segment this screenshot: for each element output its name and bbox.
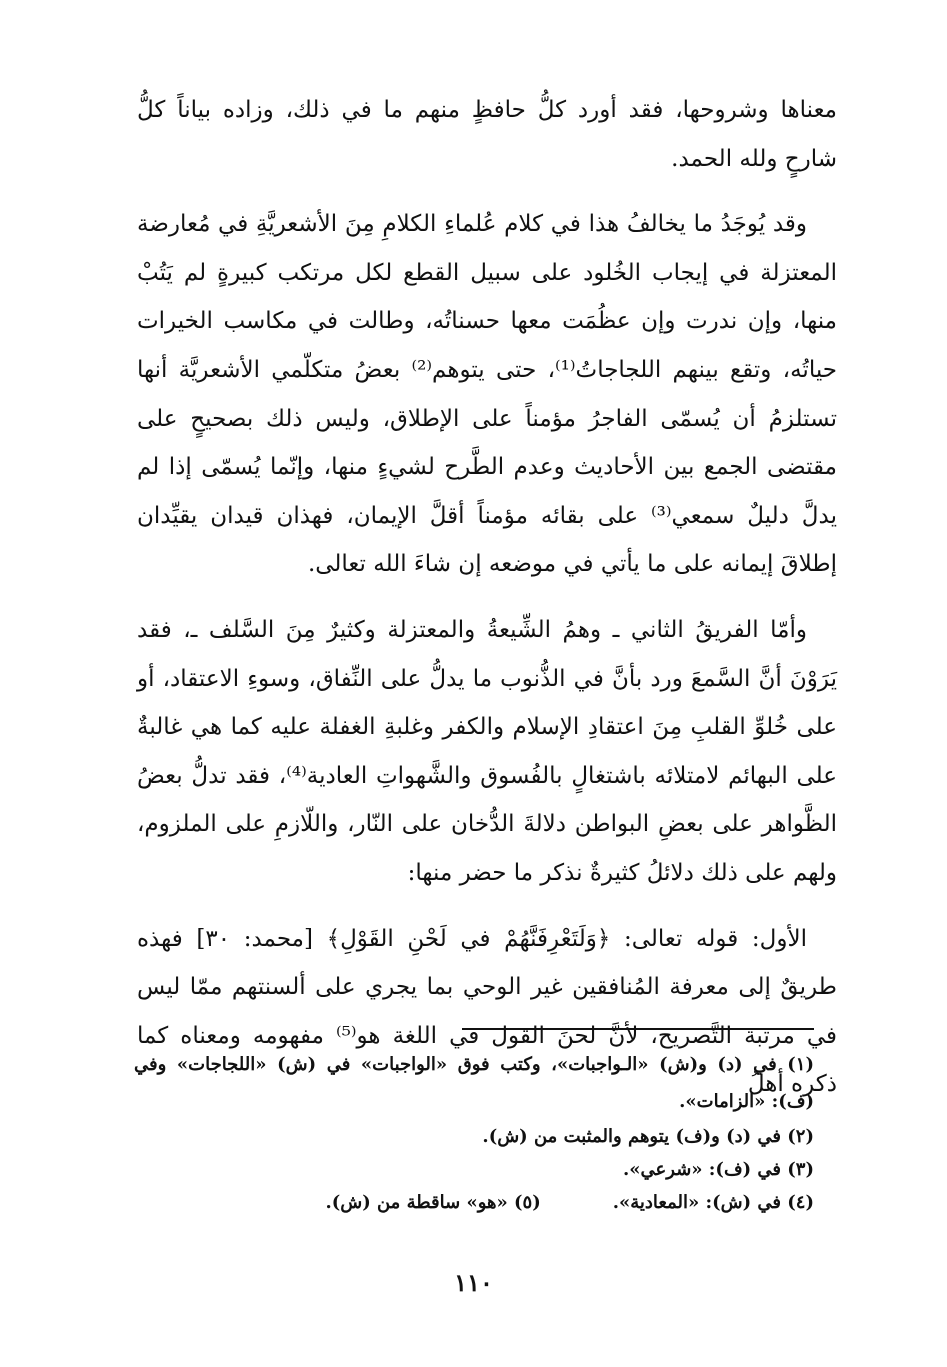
- footnote-2: (٢) في (د) و(ف) يتوهم والمثبت من (ش).: [482, 1126, 814, 1147]
- paragraph-2: وقد يُوجَدُ ما يخالفُ هذا في كلام عُلماءِ الكلامِ مِنَ الأشعريَّةِ في مُعارضة المعتزلة في إيجاب الخُلود على سبيل القطع لكل مرتكب كبيرةٍ لم يَتُبْ منها، وإن ندرت وإن عظُمَت معها حسناتُه، وطالت في مكاسب الخيرات حياتُه، وتقع بينهم اللجاجاتُ⁽¹⁾، حتى يتوهم⁽²⁾ بعضُ متكلّمي الأشعريَّة أنها تستلزمُ أن يُسمّى الفاجرُ مؤمناً على الإطلاق، وليس ذلك بصحيحٍ على مقتضى الجمع بين الأحاديث وعدم الطَّرح لشيءٍ منها، وإنّما يُسمّى إذا لم يدلَّ دليلٌ سمعي⁽³⁾ على بقائه مؤمناً أقلَّ الإيمان، فهذان قيدان يقيِّدان إطلاقَ إيمانه على ما يأتي في موضعه إن شاءَ الله تعالى.: [137, 211, 838, 578]
- page-number: ١١٠: [454, 1268, 493, 1297]
- footnote-divider: [462, 1028, 814, 1030]
- footnote-row: [134, 1186, 814, 1219]
- paragraph-4: الأول: قوله تعالى: ﴿وَلَتَعْرِفَنَّهُمْ في لَحْنِ القَوْلِ﴾ [محمد: ٣٠] فهذه طريقٌ إلى معرفة المُنافقين غير الوحي بما يجري على ألسنتهم ممّا ليس في مرتبة التَّصريح، لأنَّ لحنَ القول في اللغة هو⁽⁵⁾ مفهومه ومعناه كما ذكره أهلُ: [137, 925, 837, 1098]
- footnote-4: (٤) في (ش): «المعادية».: [612, 1192, 814, 1213]
- footnote-1: (١) في (د) و(ش) «الـواجبات»، وكتب فوق «الواجبات» في (ش) «اللجاجات» وفي (ف): «الزامات».: [134, 1054, 814, 1112]
- footnotes: [134, 1046, 814, 1219]
- paragraph-1: معناها وشروحها، فقد أورد كلُّ حافظٍ منهم ما في ذلك، وزاده بياناً كلُّ شارحٍ ولله الحمد.: [137, 97, 837, 172]
- footnote-3: (٣) في (ف): «شرعي».: [623, 1159, 814, 1180]
- main-text: [137, 86, 837, 1109]
- paragraph-3: وأمّا الفريقُ الثاني ـ وهمُ الشِّيعةُ والمعتزلة وكثيرٌ مِنَ السَّلف ـ، فقد يَرَوْنَ أنَّ السَّمعَ ورد بأنَّ في الذُّنوب ما يدلُّ على النِّفاق، وسوءِ الاعتقاد، أو على خُلوِّ القلبِ مِنَ اعتقادِ الإسلام والكفر وغلبةِ الغفلة عليه كما هي غالبةٌ على البهائم لامتلائه باشتغالٍ بالفُسوق والشَّهواتِ العادية⁽⁴⁾، فقد تدلُّ بعضُ الظَّواهر على بعضِ البواطن دلالةَ الدُّخان على النّار، واللّازمِ على الملزوم، ولهم على ذلك دلائلُ كثيرةٌ نذكر ما حضر منها:: [137, 616, 837, 886]
- footnote-5: (٥) «هو» ساقطة من (ش).: [325, 1192, 541, 1213]
